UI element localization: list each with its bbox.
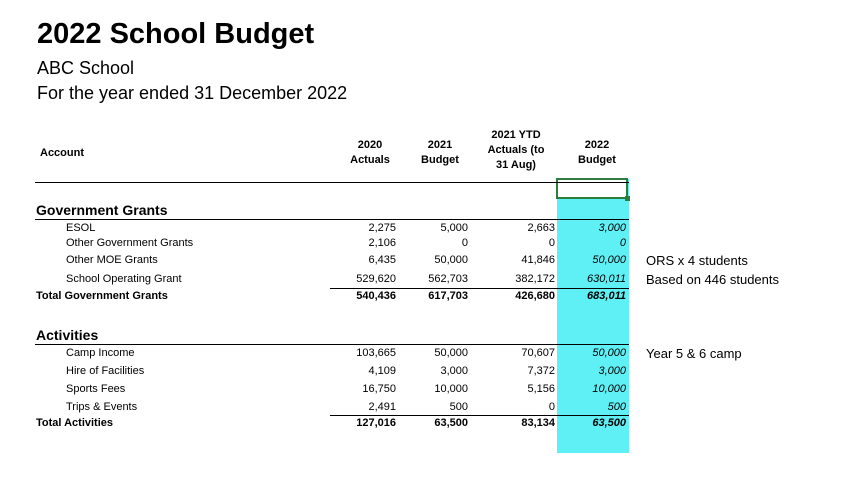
value-2022-budget[interactable]: 0: [619, 237, 626, 249]
value-2020: 2,275: [368, 222, 396, 234]
total-2021-budget: 63,500: [434, 417, 468, 429]
total-2022-budget[interactable]: 683,011: [587, 290, 626, 302]
table-row: [0, 382, 640, 397]
table-row: [0, 272, 779, 287]
row-note: Year 5 & 6 camp: [646, 346, 742, 361]
row-note: ORS x 4 students: [646, 253, 748, 268]
header-2021-line2: Budget: [421, 154, 459, 166]
value-2021-budget: 0: [461, 237, 468, 249]
value-2020: 2,491: [368, 401, 396, 413]
total-2021-ytd: 83,134: [521, 417, 555, 429]
value-2021-budget: 562,703: [428, 273, 468, 285]
value-2021-ytd: 0: [548, 237, 555, 249]
header-2020-line2: Actuals: [350, 154, 390, 166]
header-account: Account: [40, 147, 84, 159]
value-2022-budget[interactable]: 3,000: [598, 222, 626, 234]
period-label: For the year ended 31 December 2022: [37, 83, 348, 103]
account-name: Camp Income: [66, 347, 135, 359]
value-2021-ytd: 41,846: [521, 254, 555, 266]
value-2022-budget[interactable]: 50,000: [592, 254, 626, 266]
value-2021-ytd: 2,663: [527, 222, 555, 234]
section-title-government-grants: Government Grants: [36, 202, 168, 218]
total-2021-budget: 617,703: [428, 290, 468, 302]
value-2021-ytd: 70,607: [521, 347, 555, 359]
header-divider: [35, 182, 629, 183]
value-2021-ytd: 0: [548, 401, 555, 413]
header-2021-budget: [410, 138, 470, 168]
account-name: School Operating Grant: [66, 273, 182, 285]
account-name: Sports Fees: [66, 383, 126, 395]
value-2022-budget[interactable]: 630,011: [587, 273, 626, 285]
section-divider-activities: [35, 344, 629, 345]
header-ytd-line3: 31 Aug): [496, 159, 536, 171]
header-2021-line1: 2021: [427, 139, 453, 151]
total-2020: 127,016: [356, 417, 396, 429]
account-name: Other MOE Grants: [66, 254, 158, 266]
section-title-activities: Activities: [36, 327, 99, 343]
value-2021-budget: 3,000: [440, 365, 468, 377]
value-2020: 6,435: [368, 254, 396, 266]
school-name: ABC School: [37, 58, 135, 78]
value-2021-ytd: 382,172: [515, 273, 555, 285]
table-row: [0, 400, 640, 415]
value-2020: 103,665: [356, 347, 396, 359]
account-name: Trips & Events: [66, 401, 138, 413]
fill-handle[interactable]: [625, 196, 630, 201]
header-2020-line1: 2020: [357, 139, 383, 151]
header-2020-actuals: [345, 138, 395, 168]
value-2021-budget: 10,000: [434, 383, 468, 395]
value-2020: 2,106: [368, 237, 396, 249]
row-note: Based on 446 students: [646, 272, 779, 287]
value-2021-ytd: 7,372: [527, 365, 555, 377]
value-2020: 16,750: [362, 383, 396, 395]
value-2022-budget[interactable]: 50,000: [592, 347, 626, 359]
value-2022-budget[interactable]: 3,000: [598, 365, 626, 377]
total-2022-budget[interactable]: 63,500: [592, 417, 626, 429]
header-2022-line1: 2022: [584, 139, 610, 151]
table-row: [0, 346, 742, 361]
account-name: ESOL: [66, 222, 96, 234]
account-name: Other Government Grants: [66, 237, 194, 249]
section-divider-government: [35, 219, 629, 220]
total-2021-ytd: 426,680: [515, 290, 555, 302]
table-row: [0, 236, 640, 251]
table-row: [0, 253, 748, 268]
header-2022-budget: [572, 138, 622, 168]
total-row: [0, 289, 640, 304]
value-2021-ytd: 5,156: [527, 383, 555, 395]
value-2020: 529,620: [356, 273, 396, 285]
value-2021-budget: 50,000: [434, 254, 468, 266]
total-2020: 540,436: [356, 290, 396, 302]
page-title: 2022 School Budget: [37, 18, 315, 50]
value-2021-budget: 5,000: [440, 222, 468, 234]
header-2021-ytd: [477, 128, 555, 173]
value-2020: 4,109: [368, 365, 396, 377]
value-2022-budget[interactable]: 10,000: [592, 383, 626, 395]
value-2022-budget[interactable]: 500: [607, 401, 626, 413]
table-row: [0, 221, 640, 236]
header-2022-line2: Budget: [578, 154, 616, 166]
value-2021-budget: 50,000: [434, 347, 468, 359]
header-ytd-line2: Actuals (to: [487, 144, 545, 156]
total-label: Total Activities: [36, 417, 114, 429]
value-2021-budget: 500: [449, 401, 468, 413]
total-row: [0, 416, 640, 431]
total-label: Total Government Grants: [36, 290, 168, 302]
header-ytd-line1: 2021 YTD: [491, 129, 541, 141]
table-row: [0, 364, 640, 379]
account-name: Hire of Facilities: [66, 365, 145, 377]
